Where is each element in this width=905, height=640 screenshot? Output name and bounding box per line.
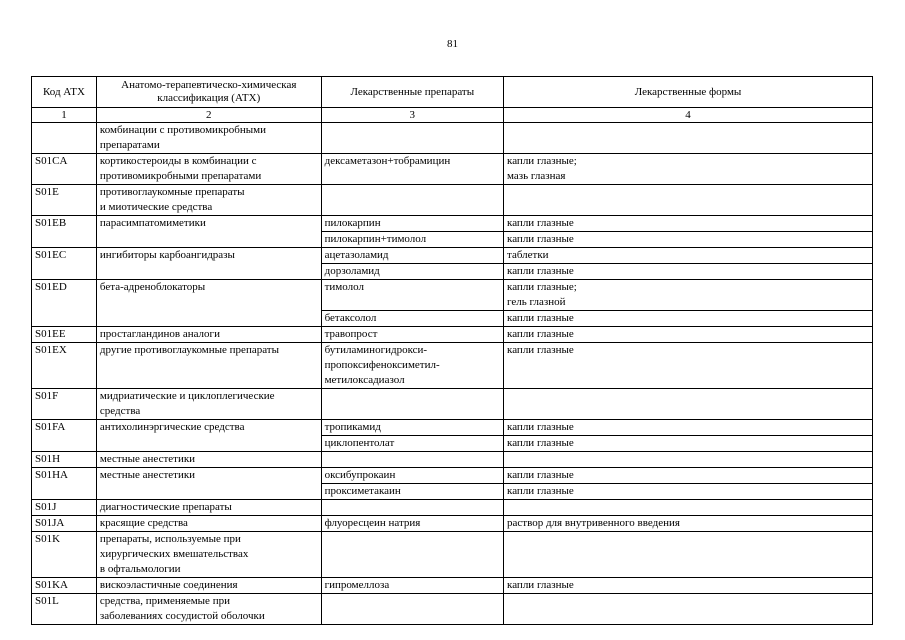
atx-code: S01FA	[35, 421, 66, 433]
atx-code: S01H	[35, 453, 61, 465]
drug-cell	[321, 154, 503, 185]
table-row	[32, 420, 873, 436]
drug-cell	[321, 185, 503, 216]
classification-line: кортикостероиды в комбинации с	[99, 155, 257, 167]
dosage-form-cell	[504, 532, 873, 578]
drug-cell	[321, 280, 503, 311]
atx-code-cell	[32, 594, 97, 625]
atx-classification-cell	[96, 248, 321, 280]
classification-line: противомикробными препаратами	[99, 170, 262, 182]
dosage-form-cell	[504, 280, 873, 311]
classification-line: другие противоглаукомные препараты	[99, 344, 280, 356]
drug-name: дорзоламид	[324, 265, 380, 277]
atx-code: S01EE	[35, 328, 66, 340]
classification-line: антихолинэргические средства	[99, 421, 245, 433]
drug-cell	[321, 484, 503, 500]
header-atx-code: Код АТХ	[32, 77, 97, 108]
drug-name: пилокарпин+тимолол	[324, 233, 427, 245]
drug-cell	[321, 420, 503, 436]
dosage-form-cell	[504, 216, 873, 232]
table-row	[32, 516, 873, 532]
atx-code-cell	[32, 420, 97, 452]
dosage-form: капли глазные	[507, 233, 574, 245]
table-header-row	[32, 77, 873, 108]
dosage-form: капли глазные	[507, 437, 574, 449]
table-row	[32, 389, 873, 420]
atx-classification-cell	[96, 154, 321, 185]
atx-table	[31, 76, 873, 625]
dosage-form-cell	[504, 154, 873, 185]
classification-line: ингибиторы карбоангидразы	[99, 249, 235, 261]
atx-code-cell	[32, 248, 97, 280]
classification-line: противоглаукомные препараты	[99, 186, 245, 198]
table-row	[32, 123, 873, 154]
table-row	[32, 248, 873, 264]
atx-code: S01EB	[35, 217, 67, 229]
drug-name: пропоксифеноксиметил-	[324, 359, 440, 371]
classification-line: и миотические средства	[99, 201, 213, 213]
dosage-form: капли глазные	[507, 421, 574, 433]
dosage-form: капли глазные	[507, 485, 574, 497]
atx-code-cell	[32, 468, 97, 500]
classification-line: простагландинов аналоги	[99, 328, 220, 340]
atx-classification-cell	[96, 452, 321, 468]
dosage-form-cell	[504, 185, 873, 216]
dosage-form-cell	[504, 264, 873, 280]
table-row	[32, 216, 873, 232]
classification-line: мидриатические и циклоплегические	[99, 390, 275, 402]
atx-code-cell	[32, 532, 97, 578]
column-number: 2	[96, 108, 321, 123]
classification-line: средства	[99, 405, 141, 417]
classification-line: диагностические препараты	[99, 501, 232, 513]
atx-code-cell	[32, 154, 97, 185]
dosage-form-cell	[504, 436, 873, 452]
atx-code: S01J	[35, 501, 57, 513]
drug-name: пилокарпин	[324, 217, 381, 229]
atx-code-cell	[32, 452, 97, 468]
drug-cell	[321, 452, 503, 468]
atx-classification-cell	[96, 516, 321, 532]
atx-classification-cell	[96, 389, 321, 420]
dosage-form: мазь глазная	[507, 170, 566, 182]
dosage-form: капли глазные;	[507, 155, 577, 167]
dosage-form-cell	[504, 516, 873, 532]
classification-line: заболеваниях сосудистой оболочки	[99, 610, 265, 622]
classification-line: местные анестетики	[99, 469, 196, 481]
dosage-form-cell	[504, 468, 873, 484]
atx-classification-cell	[96, 327, 321, 343]
drug-cell	[321, 436, 503, 452]
dosage-form-cell	[504, 327, 873, 343]
drug-cell	[321, 500, 503, 516]
dosage-form-cell	[504, 123, 873, 154]
atx-code-cell	[32, 216, 97, 248]
drug-cell	[321, 264, 503, 280]
drug-name: бетаксолол	[324, 312, 377, 324]
atx-classification-cell	[96, 280, 321, 327]
drug-name: дексаметазон+тобрамицин	[324, 155, 451, 167]
dosage-form-cell	[504, 452, 873, 468]
dosage-form-cell	[504, 578, 873, 594]
classification-line: бета-адреноблокаторы	[99, 281, 206, 293]
dosage-form-cell	[504, 311, 873, 327]
atx-classification-cell	[96, 185, 321, 216]
classification-line: парасимпатомиметики	[99, 217, 206, 229]
atx-classification-cell	[96, 532, 321, 578]
atx-code: S01KA	[35, 579, 69, 591]
dosage-form: капли глазные	[507, 217, 574, 229]
dosage-form: капли глазные	[507, 579, 574, 591]
classification-line: хирургических вмешательствах	[99, 548, 249, 560]
drug-cell	[321, 516, 503, 532]
drug-cell	[321, 232, 503, 248]
drug-name: ацетазоламид	[324, 249, 389, 261]
atx-code-cell	[32, 578, 97, 594]
dosage-form: гель глазной	[507, 296, 566, 308]
drug-name: тропикамид	[324, 421, 381, 433]
dosage-form-cell	[504, 500, 873, 516]
dosage-form-cell	[504, 420, 873, 436]
column-number: 3	[321, 108, 503, 123]
atx-classification-cell	[96, 578, 321, 594]
drug-cell	[321, 532, 503, 578]
drug-cell	[321, 578, 503, 594]
table-row	[32, 452, 873, 468]
drug-name: оксибупрокаин	[324, 469, 396, 481]
table-row	[32, 500, 873, 516]
atx-code: S01HA	[35, 469, 69, 481]
drug-name: проксиметакаин	[324, 485, 401, 497]
atx-classification-cell	[96, 216, 321, 248]
atx-code: S01L	[35, 595, 59, 607]
dosage-form: капли глазные	[507, 469, 574, 481]
drug-cell	[321, 327, 503, 343]
drug-name: флуоресцеин натрия	[324, 517, 421, 529]
classification-line: препараты, используемые при	[99, 533, 241, 545]
atx-code: S01EC	[35, 249, 67, 261]
table-row	[32, 594, 873, 625]
dosage-form-cell	[504, 248, 873, 264]
atx-code-cell	[32, 280, 97, 327]
atx-code: S01EX	[35, 344, 67, 356]
dosage-form: таблетки	[507, 249, 549, 261]
table-row	[32, 154, 873, 185]
column-number-row	[32, 108, 873, 123]
atx-code-cell	[32, 123, 97, 154]
table-row	[32, 578, 873, 594]
drug-name: травопрост	[324, 328, 378, 340]
drug-name: тимолол	[324, 281, 364, 293]
classification-line: средства, применяемые при	[99, 595, 230, 607]
atx-code: S01JA	[35, 517, 65, 529]
atx-code-cell	[32, 516, 97, 532]
dosage-form: капли глазные	[507, 328, 574, 340]
table-row	[32, 532, 873, 578]
table-row	[32, 280, 873, 311]
drug-cell	[321, 216, 503, 232]
drug-name: гипромеллоза	[324, 579, 390, 591]
atx-code: S01ED	[35, 281, 67, 293]
drug-name: метилоксадиазол	[324, 374, 405, 386]
column-number: 1	[32, 108, 97, 123]
dosage-form: раствор для внутривенного введения	[507, 517, 680, 529]
atx-code: S01E	[35, 186, 59, 198]
atx-classification-cell	[96, 343, 321, 389]
atx-classification-cell	[96, 594, 321, 625]
atx-code-cell	[32, 500, 97, 516]
drug-cell	[321, 311, 503, 327]
page-number: 81	[447, 38, 458, 50]
atx-classification-cell	[96, 123, 321, 154]
column-number: 4	[504, 108, 873, 123]
header-dosage-forms: Лекарственные формы	[504, 77, 873, 108]
classification-line: вискоэластичные соединения	[99, 579, 238, 591]
classification-line: красящие средства	[99, 517, 188, 529]
dosage-form-cell	[504, 343, 873, 389]
atx-code-cell	[32, 327, 97, 343]
dosage-form-cell	[504, 389, 873, 420]
dosage-form: капли глазные;	[507, 281, 577, 293]
atx-code: S01F	[35, 390, 59, 402]
classification-line: препаратами	[99, 139, 160, 151]
dosage-form: капли глазные	[507, 344, 574, 356]
table-row	[32, 343, 873, 389]
drug-cell	[321, 389, 503, 420]
atx-classification-cell	[96, 468, 321, 500]
table-body	[32, 123, 873, 625]
drug-cell	[321, 248, 503, 264]
atx-code-cell	[32, 389, 97, 420]
atx-code: S01CA	[35, 155, 68, 167]
atx-classification-cell	[96, 420, 321, 452]
dosage-form-cell	[504, 484, 873, 500]
atx-code-cell	[32, 185, 97, 216]
classification-line: комбинации с противомикробными	[99, 124, 267, 136]
dosage-form-cell	[504, 232, 873, 248]
classification-line: местные анестетики	[99, 453, 196, 465]
drug-cell	[321, 594, 503, 625]
table-row	[32, 327, 873, 343]
atx-code-cell	[32, 343, 97, 389]
drug-cell	[321, 468, 503, 484]
table-row	[32, 468, 873, 484]
atx-classification-cell	[96, 500, 321, 516]
header-atx-classification: Анатомо-терапевтическо-химическая классификация (АТХ)	[96, 77, 321, 108]
dosage-form-cell	[504, 594, 873, 625]
drug-cell	[321, 343, 503, 389]
dosage-form: капли глазные	[507, 265, 574, 277]
atx-code: S01K	[35, 533, 61, 545]
drug-cell	[321, 123, 503, 154]
dosage-form: капли глазные	[507, 312, 574, 324]
classification-line: в офтальмологии	[99, 563, 181, 575]
drug-name: бутиламиногидрокси-	[324, 344, 428, 356]
table-row	[32, 185, 873, 216]
drug-name: циклопентолат	[324, 437, 395, 449]
header-drugs: Лекарственные препараты	[321, 77, 503, 108]
